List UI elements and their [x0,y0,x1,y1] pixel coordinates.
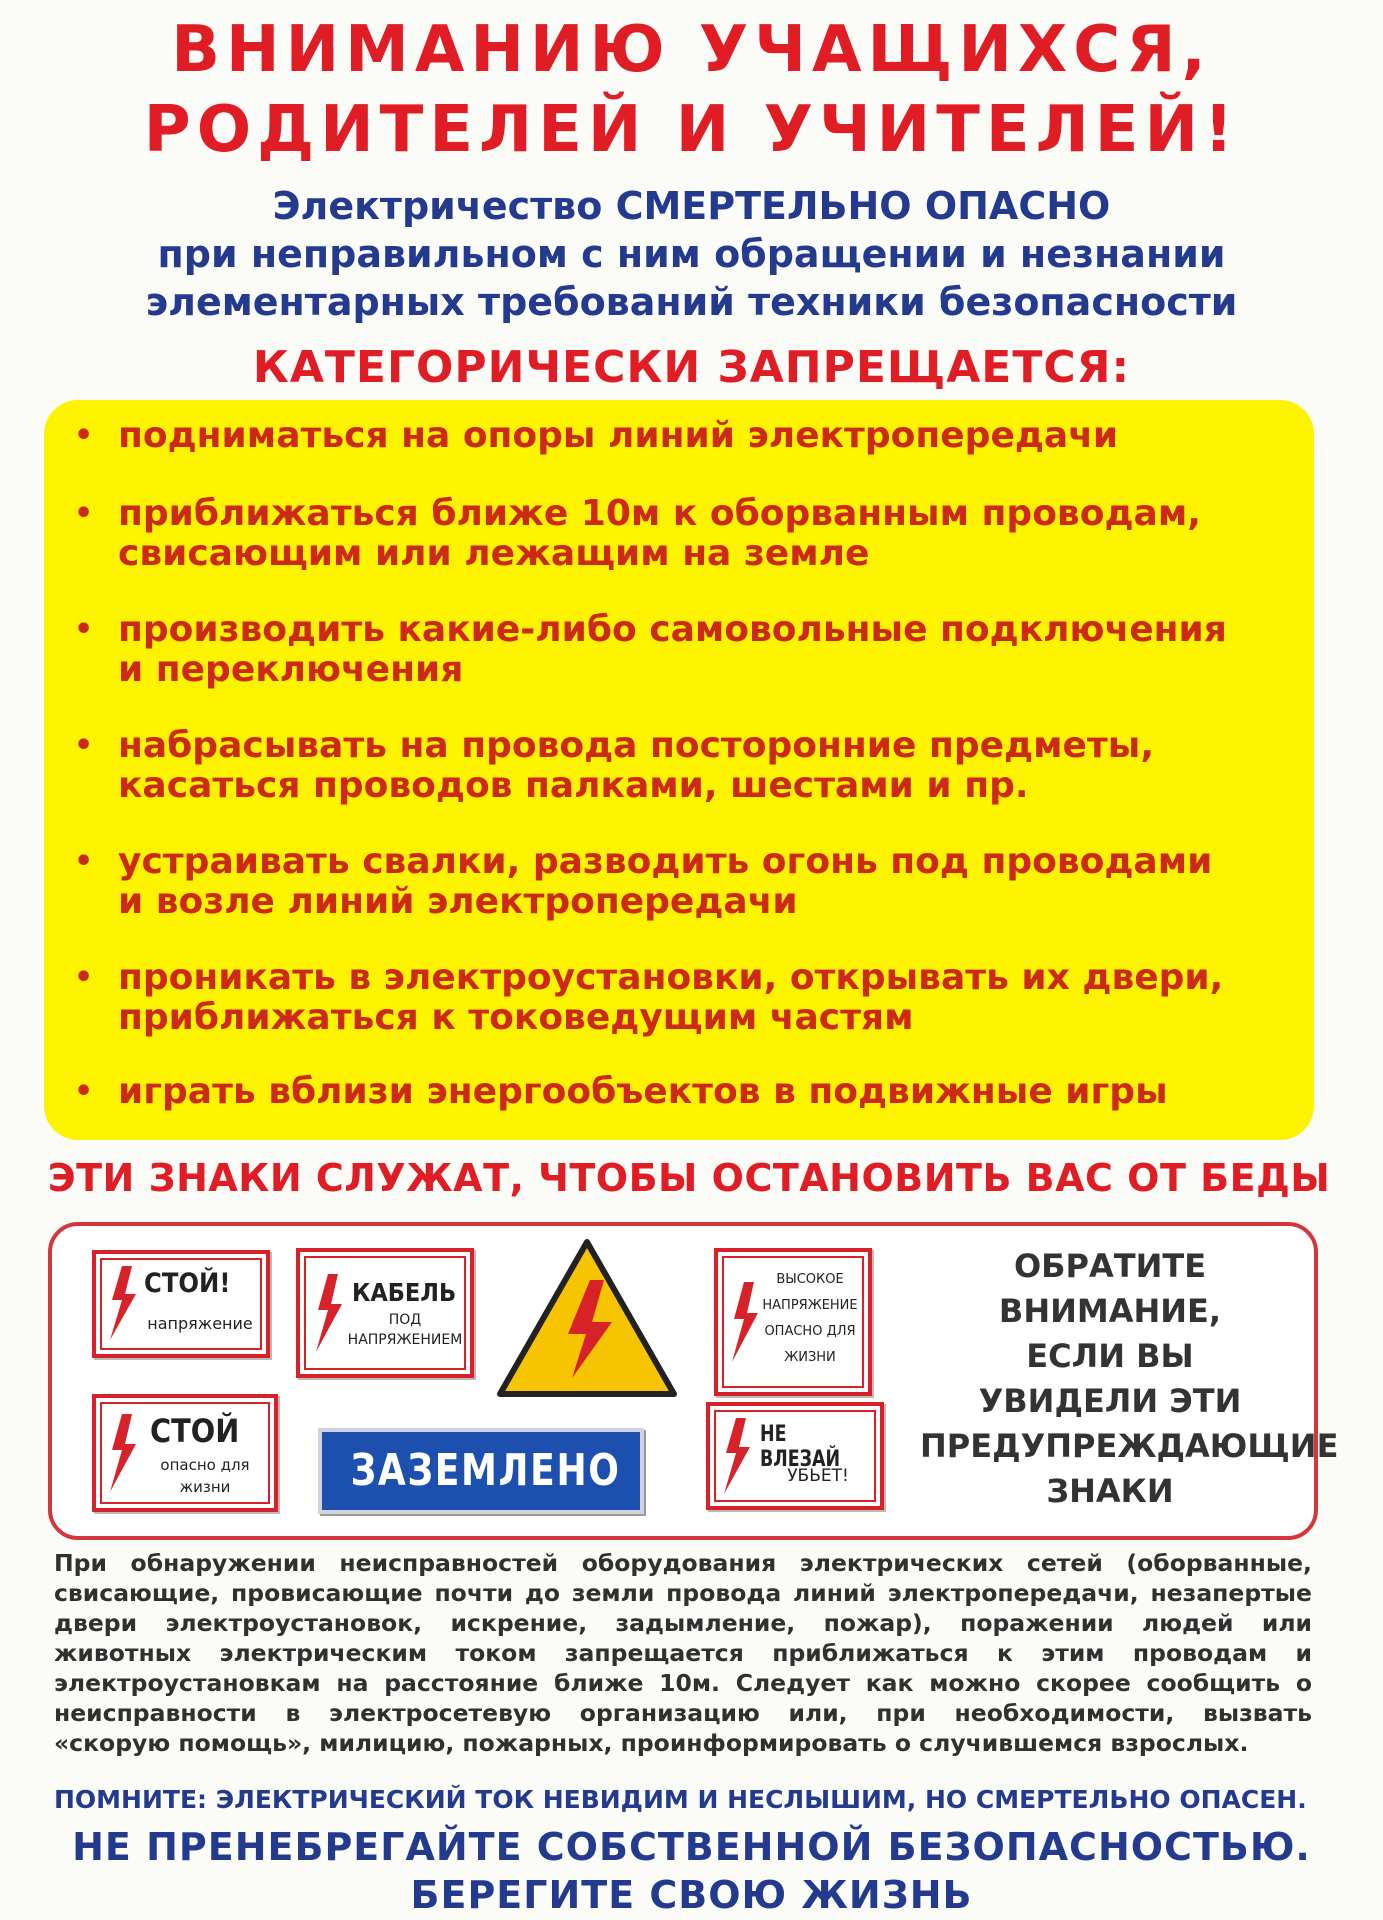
attention-line: ВНИМАНИЕ, [998,1292,1222,1330]
sign-sub-text-2: НАПРЯЖЕНИЕМ [347,1332,463,1348]
attention-line: ЕСЛИ ВЫ [1026,1337,1194,1375]
paragraph-line: двери электроустановок, искрение, задымление, пожар), поражении людей или [54,1609,1312,1637]
paragraph-line: свисающие, провисающие почти до земли провода линий электропередачи, незапертые [54,1579,1312,1607]
paragraph-line: «скорую помощь», милицию, пожарных, проинформировать о случившемся взрослых. [54,1729,1249,1757]
sign-stop-danger-life [92,1394,278,1512]
poster-title-line-2: РОДИТЕЛЕЙ И УЧИТЕЛЕЙ! [143,93,1240,167]
remember-note: ПОМНИТЕ: ЭЛЕКТРИЧЕСКИЙ ТОК НЕВИДИМ И НЕСЛЫШИМ, НО СМЕРТЕЛЬНО ОПАСЕН. [54,1785,1307,1814]
sign-stop-voltage [92,1250,270,1358]
poster-title-line-1: ВНИМАНИЮ УЧАЩИХСЯ, [171,13,1212,87]
sign-main-text: КАБЕЛЬ [352,1278,457,1307]
intro-line-2: при неправильном с ним обращении и незнании [157,232,1226,276]
sign-sub-text-1: опасно для [160,1456,250,1474]
intro-line-1: Электричество СМЕРТЕЛЬНО ОПАСНО [272,184,1111,228]
attention-note [920,1244,1339,1514]
attention-line: ЗНАКИ [1046,1472,1174,1510]
sign-sub-text-1: ПОД [388,1312,422,1328]
paragraph-line: электроустановкам на расстояние ближе 10м. Следует как можно скорее сообщить о [54,1669,1312,1697]
sign-text-line-1: ВЫСОКОЕ [776,1272,844,1287]
sign-cable-under-voltage [296,1248,474,1378]
sign-grounded [318,1428,644,1514]
closing-line-1: НЕ ПРЕНЕБРЕГАЙТЕ СОБСТВЕННОЙ БЕЗОПАСНОСТЬЮ. [72,1825,1311,1869]
bullet-icon: • [74,612,94,647]
closing-line-2: БЕРЕГИТЕ СВОЮ ЖИЗНЬ [410,1873,973,1917]
bullet-icon: • [74,1074,94,1109]
forbidden-item-text: набрасывать на провода посторонние предметы, касаться проводов палками, шестами и пр. [118,725,1155,806]
intro-line-3: элементарных требований техники безопасности [145,280,1238,324]
attention-line: ОБРАТИТЕ [1013,1247,1207,1285]
paragraph-line: неисправности в электросетевую организацию или, при необходимости, вызвать [54,1699,1312,1727]
forbidden-item-text: приближаться ближе 10м к оборванным проводам, свисающим или лежащим на земле [118,493,1201,574]
high-voltage-triangle-icon [494,1236,680,1400]
forbidden-item-text: подниматься на опоры линий электропередачи [118,415,1119,456]
bullet-icon: • [74,728,94,763]
sign-high-voltage [714,1248,872,1396]
sign-text-line-2: НАПРЯЖЕНИЕ [762,1298,858,1313]
lightning-bolt-icon [108,1266,138,1340]
sign-main-text: СТОЙ! [144,1268,231,1299]
bullet-icon: • [74,496,94,531]
instructions-paragraph [54,1548,1312,1758]
forbidden-item-text: проникать в электроустановки, открывать их двери, приближаться к токоведущим частям [118,957,1224,1038]
forbidden-item-text: устраивать свалки, разводить огонь под проводами и возле линий электропередачи [118,841,1213,922]
sign-main-text: НЕ ВЛЕЗАЙ [760,1422,841,1472]
sign-sub-text: УБЬЕТ! [787,1466,849,1486]
sign-main-text: СТОЙ [150,1412,240,1450]
attention-line: УВИДЕЛИ ЭТИ [978,1382,1242,1420]
bullet-icon: • [74,844,94,879]
signs-heading: ЭТИ ЗНАКИ СЛУЖАТ, ЧТОБЫ ОСТАНОВИТЬ ВАС ОТ БЕДЫ [47,1156,1331,1200]
sign-sub-text: напряжение [147,1314,253,1333]
bullet-icon: • [74,418,94,453]
sign-text-line-4: ЖИЗНИ [784,1350,836,1365]
paragraph-line: животных электрическим током запрещается приближаться к этим проводам и [54,1639,1312,1667]
sign-text-line-3: ОПАСНО ДЛЯ [764,1324,856,1339]
attention-line: ПРЕДУПРЕЖДАЮЩИЕ [920,1427,1339,1465]
lightning-bolt-icon [108,1414,138,1492]
lightning-bolt-icon [722,1418,752,1494]
lightning-bolt-icon [314,1274,344,1352]
forbidden-item-text: играть вблизи энергообъектов в подвижные игры [118,1071,1168,1112]
forbidden-heading: КАТЕГОРИЧЕСКИ ЗАПРЕЩАЕТСЯ: [252,342,1131,393]
sign-do-not-climb [706,1402,884,1510]
intro-text [0,182,1383,326]
forbidden-item-text: производить какие-либо самовольные подключения и переключения [118,609,1227,690]
sign-grounded-text: ЗАЗЕМЛЕНО [350,1445,621,1496]
paragraph-line: При обнаружении неисправностей оборудования электрических сетей (оборванные, [54,1549,1312,1577]
sign-sub-text-2: жизни [179,1478,231,1496]
bullet-icon: • [74,960,94,995]
